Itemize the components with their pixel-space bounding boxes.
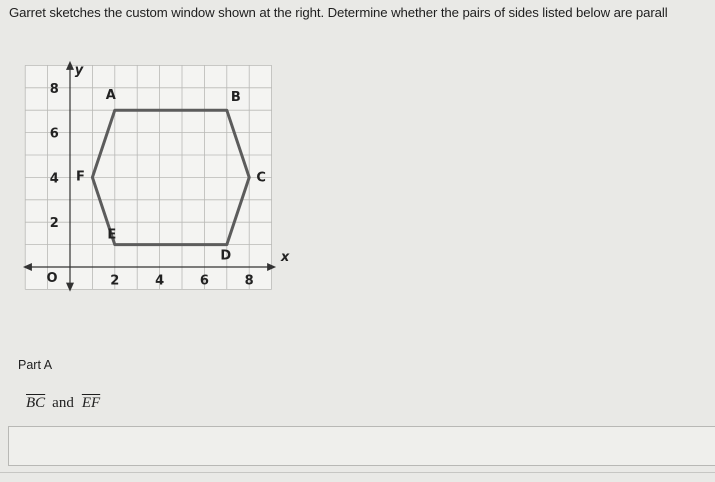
and-text: and xyxy=(52,395,74,411)
x-tick-label: 2 xyxy=(110,273,120,289)
vertex-label-d: D xyxy=(220,248,232,264)
segment-pair xyxy=(26,395,101,412)
question-text: Garret sketches the custom window shown at the right. Determine whether the pairs of sides listed below are parall xyxy=(9,5,668,20)
x-tick-label: 4 xyxy=(155,273,165,289)
x-tick-label: 6 xyxy=(199,273,209,289)
answer-input-box[interactable] xyxy=(8,426,715,466)
part-a-label: Part A xyxy=(18,358,53,372)
vertex-label-f: F xyxy=(75,169,85,185)
x-tick-label: 8 xyxy=(244,273,254,289)
vertex-label-a: A xyxy=(105,88,116,104)
y-axis-label: y xyxy=(74,62,84,78)
divider xyxy=(0,472,715,473)
vertex-label-e: E xyxy=(107,227,117,243)
segment-ef: $\overline{EF}$ xyxy=(81,395,101,411)
y-tick-label: 8 xyxy=(49,81,59,97)
hexagon-figure xyxy=(0,24,300,334)
origin-label: O xyxy=(46,271,58,287)
vertex-label-b: B xyxy=(230,90,241,106)
coordinate-graph xyxy=(0,24,300,334)
y-tick-label: 4 xyxy=(49,171,59,187)
segment-bc: $\overline{BC}$ xyxy=(26,395,46,411)
vertex-label-c: C xyxy=(256,170,266,186)
y-tick-label: 6 xyxy=(49,126,59,142)
x-axis-label: x xyxy=(280,250,290,265)
y-tick-label: 2 xyxy=(49,216,59,232)
